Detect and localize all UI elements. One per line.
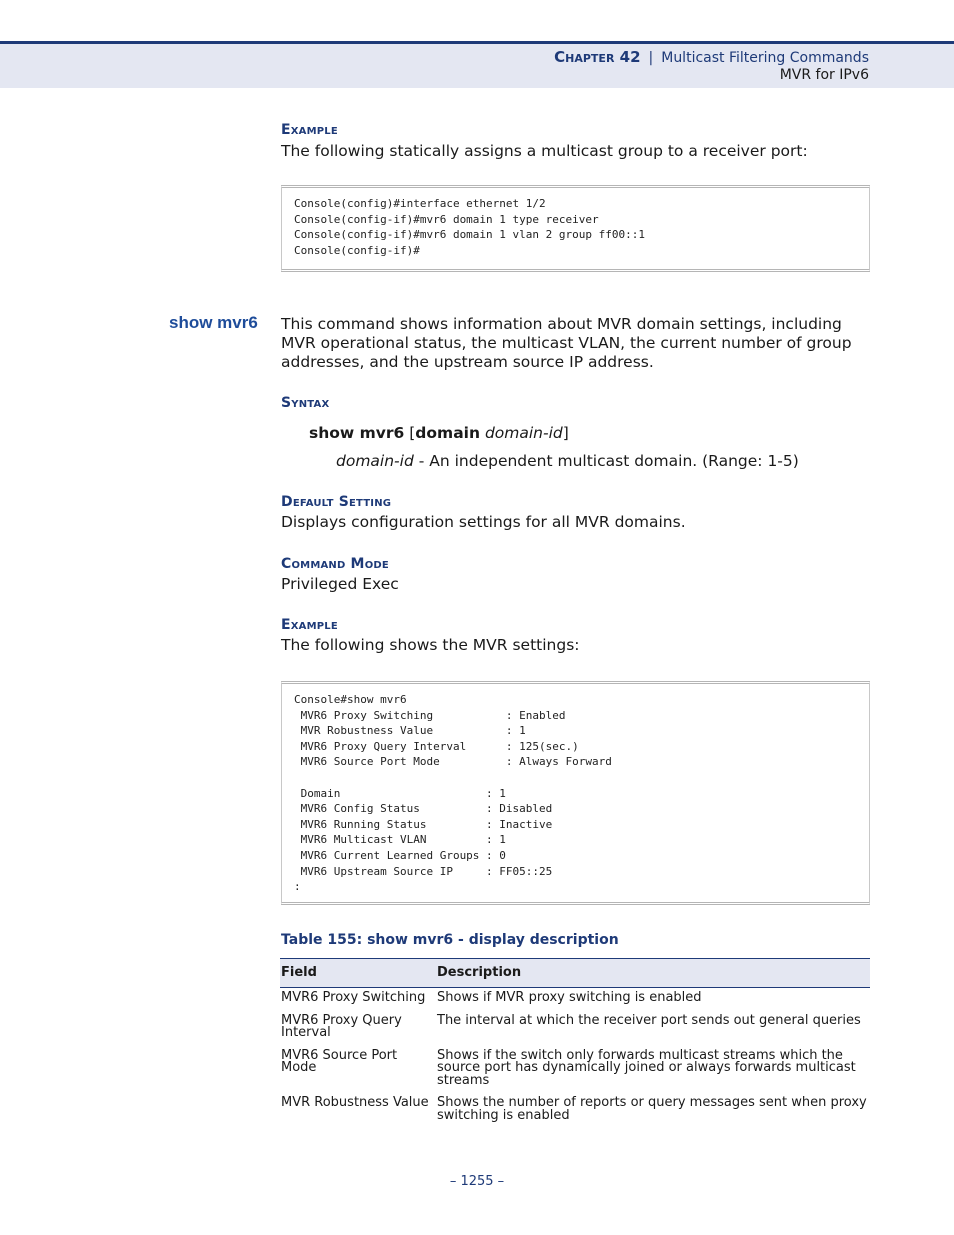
syntax-close-bracket: ]	[562, 424, 569, 442]
description-cell: Shows if the switch only forwards multicast streams which the source port has dynamically joined or always forwards multicast streams	[437, 1047, 856, 1088]
example2-code: Console#show mvr6 MVR6 Proxy Switching : Enabled MVR Robustness Value : 1 MVR6 Proxy Query Interval : 125(sec.) MVR6 Source Port Mode : Always Forward Domain : 1 MVR6 Config Status : Disabled MVR6 Running Status : Inactive MVR6 Multicast VLAN : 1 MVR6 Current Learned Groups : 0 MVR6 Upstream Source IP : FF05::25 :	[294, 693, 612, 894]
table-row	[280, 1046, 870, 1094]
field-cell: MVR Robustness Value	[281, 1095, 429, 1110]
command-mode-text: Privileged Exec	[281, 575, 399, 593]
example2-code-box	[281, 681, 870, 905]
syntax-line	[309, 424, 569, 442]
param-description	[336, 452, 799, 470]
table-row	[280, 1011, 870, 1046]
description-cell: Shows if MVR proxy switching is enabled	[437, 990, 702, 1005]
default-setting-heading: Default Setting	[281, 494, 392, 510]
header-separator: |	[648, 50, 654, 66]
header-chapter-line	[554, 48, 869, 66]
default-setting-text: Displays configuration settings for all MVR domains.	[281, 513, 686, 531]
syntax-heading: Syntax	[281, 395, 330, 411]
description-cell: The interval at which the receiver port sends out general queries	[437, 1012, 861, 1028]
example2-intro: The following shows the MVR settings:	[281, 636, 580, 654]
command-name: show mvr6	[169, 313, 258, 332]
description-table	[280, 958, 870, 1128]
table-row	[280, 1093, 870, 1128]
syntax-command: show mvr6	[309, 424, 405, 442]
example1-intro: The following statically assigns a multicast group to a receiver port:	[281, 142, 808, 160]
table-row	[280, 988, 870, 1011]
param-text: - An independent multicast domain. (Range: 1-5)	[413, 452, 799, 470]
table-caption: Table 155: show mvr6 - display description	[281, 932, 619, 948]
command-mode-heading: Command Mode	[281, 556, 389, 572]
chapter-label: Chapter 42	[554, 48, 641, 66]
page-header	[0, 41, 954, 88]
field-cell: MVR6 Proxy Switching	[281, 990, 426, 1005]
section-title: MVR for IPv6	[779, 67, 869, 83]
example2-heading: Example	[281, 617, 338, 633]
table-header-row	[280, 959, 870, 988]
page-number: – 1255 –	[449, 1174, 505, 1189]
example1-code-box	[281, 185, 870, 272]
description-cell: Shows the number of reports or query messages sent when proxy switching is enabled	[437, 1095, 867, 1123]
syntax-open-bracket: [	[404, 424, 416, 442]
param-name: domain-id	[336, 452, 414, 470]
command-description: This command shows information about MVR domain settings, including MVR operational status, the multicast VLAN, the current number of group addresses, and the upstream source IP address.	[281, 315, 852, 371]
example1-heading: Example	[281, 122, 338, 138]
example1-code: Console(config)#interface ethernet 1/2 Console(config-if)#mvr6 domain 1 type receiver Console(config-if)#mvr6 domain 1 vlan 2 group ff00::1 Console(config-if)#	[294, 197, 645, 257]
chapter-title: Multicast Filtering Commands	[661, 50, 869, 66]
syntax-keyword: domain	[415, 424, 480, 442]
header-field: Field	[280, 959, 436, 988]
field-cell: MVR6 Proxy Query Interval	[281, 1012, 402, 1040]
field-cell: MVR6 Source Port Mode	[281, 1047, 398, 1075]
syntax-param: domain-id	[484, 424, 563, 442]
header-description: Description	[436, 959, 870, 988]
